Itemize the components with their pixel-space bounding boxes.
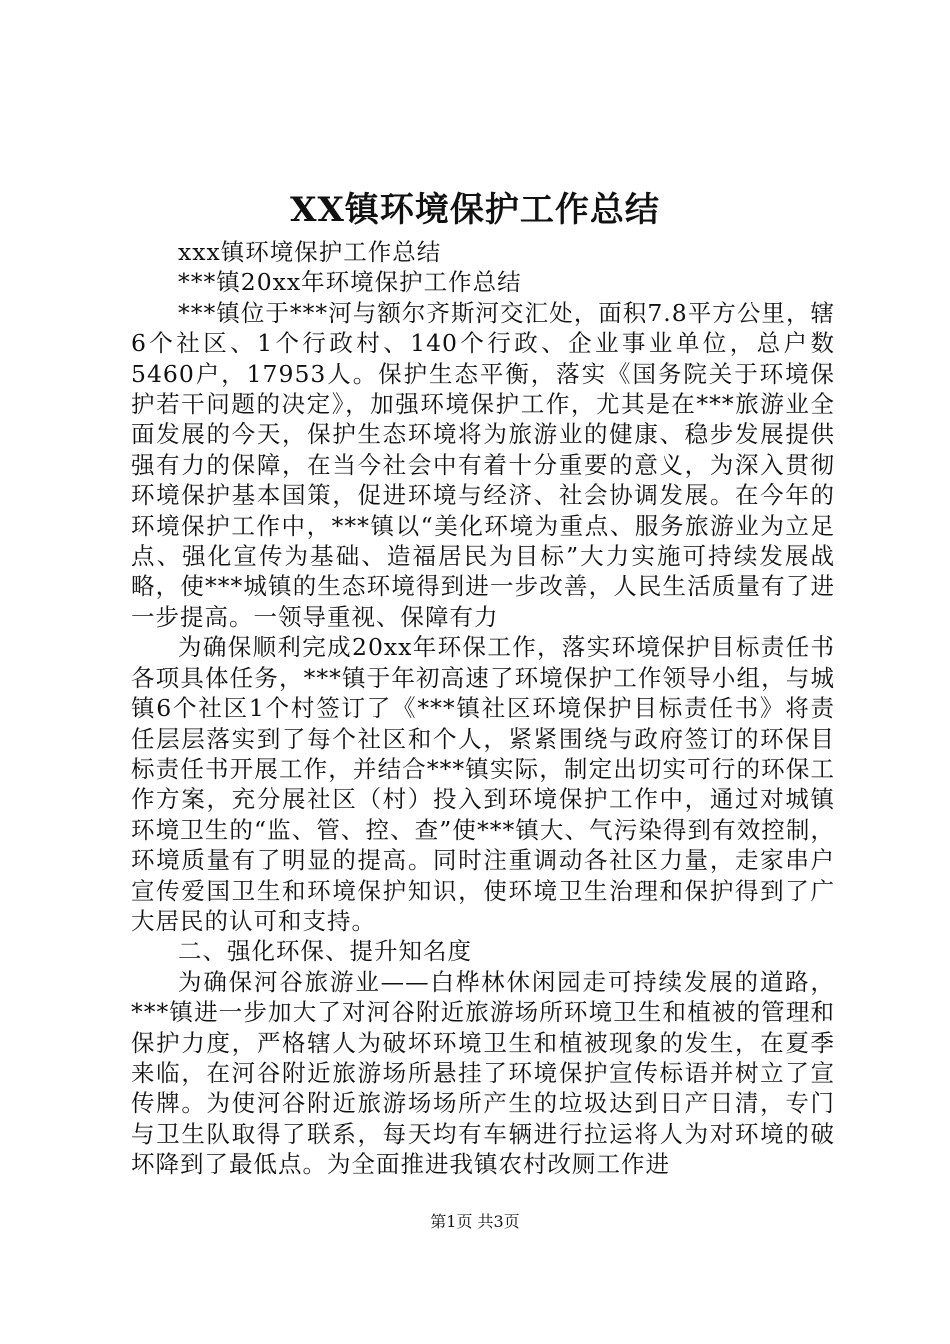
document-body xyxy=(131,237,835,1180)
section-heading-2: 二、强化环保、提升知名度 xyxy=(178,937,472,966)
paragraph-tourism: 为确保河谷旅游业——白桦林休闲园走可持续发展的道路，***镇进一步加大了对河谷附近旅游场所环境卫生和植被的管理和保护力度，严格辖人为破坏环境卫生和植被现象的发生，在夏季来临，在河谷附近旅游场所悬挂了环境保护宣传标语并树立了宣传牌。为使河谷附近旅游场场所产生的垃圾达到日产日清，专门与卫生队取得了联系，每天均有车辆进行拉运将人为对环境的破坏降到了最低点。为全面推进我镇农村改厕工作进 xyxy=(131,967,835,1179)
document-title: XX镇环境保护工作总结 xyxy=(290,190,660,230)
paragraph-heading: ***镇20xx年环境保护工作总结 xyxy=(178,268,522,297)
paragraph-subtitle: xxx镇环境保护工作总结 xyxy=(178,238,442,266)
paragraph-leadership: 为确保顺利完成20xx年环保工作，落实环境保护目标责任书各项具体任务，***镇于年初高速了环境保护工作领导小组，与城镇6个社区1个村签订了《***镇社区环境保护目标责任书》将责任层层落实到了每个社区和个人，紧紧围绕与政府签订的环保目标责任书开展工作，并结合***镇实际，制定出切实可行的环保工作方案，充分展社区（村）投入到环境保护工作中，通过对城镇环境卫生的“监、管、控、查”使***镇大、气污染得到有效控制，环境质量有了明显的提高。同时注重调动各社区力量，走家串户宣传爱国卫生和环境保护知识，使环境卫生治理和保护得到了广大居民的认可和支持。 xyxy=(131,633,835,935)
paragraph-intro: ***镇位于***河与额尔齐斯河交汇处，面积7.8平方公里，辖6个社区、1个行政村、140个行政、企业事业单位，总户数5460户，17953人。保护生态平衡，落实《国务院关于环境保护若干问题的决定》，加强环境保护工作，尤其是在***旅游业全面发展的今天，保护生态环境将为旅游业的健康、稳步发展提供强有力的保障，在当今社会中有着十分重要的意义，为深入贯彻环境保护基本国策，促进环境与经济、社会协调发展。在今年的环境保护工作中，***镇以“美化环境为重点、服务旅游业为立足点、强化宣传为基础、造福居民为目标”大力实施可持续发展战略，使***城镇的生态环境得到进一步改善，人民生活质量有了进一步提高。一领导重视、保障有力 xyxy=(131,298,835,631)
page-footer: 第1页 共3页 xyxy=(430,1212,520,1231)
